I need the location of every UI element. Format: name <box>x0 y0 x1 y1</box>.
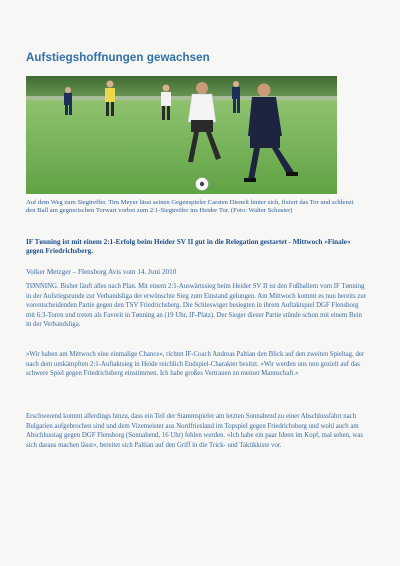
photo-caption: Auf dem Weg zum Siegtreffer. Tim Meyer lässt seinen Gegenspieler Carsten Dienelt hinter sich, fixiert das Tor und schlenzt den Ball am gegnerischen Torwart vorbei zum 2:1-Siegtreffer ins Heider Tor. (Foto: Walter Schuster) <box>26 199 354 215</box>
article-headline: Aufstiegshoffnungen gewachsen <box>26 52 210 64</box>
article-byline: Volker Metzger – Flensborg Avis vom 14. Juni 2010 <box>26 268 177 276</box>
football-scene-illustration <box>26 76 337 194</box>
article-paragraph: TØNNING. Bisher läuft alles nach Plan. Mit einem 2:1-Auswärtssieg beim Heider SV II ist den Fußballern vom IF Tønning in der Aufstiegsrunde zur Verbandsliga der erwünschte Sieg zum Einstand gelungen. Am Mittwoch kommt es nun bereits zur vorentscheidenden Partie gegen den TSV Friedrichsberg. Die Schleswiger besiegten in ihrem Auftaktspiel DGF Flensborg mit 6:3-Toren und treten als Favorit in Tønning an (19 Uhr, IF-Platz). Der Sieger dieser Partie stünde schon mit einem Bein in der Verbandsliga. <box>26 283 367 329</box>
article-lead: IF Tønning ist mit einem 2:1-Erfolg beim Heider SV II gut in die Relegation gestartet - Mittwoch »Finale« gegen Friedrichsberg. <box>26 238 351 256</box>
article-paragraph: Erschwerend kommt allerdings hinzu, dass ein Teil der Stammspieler am letzten Sonnabend zu einer Abschlussfahrt nach Bulgarien aufgebrochen sind und dem Vizemeister aus Nordfriesland im Topspiel gegen Friedrichsberg und wohl auch am Abschlusstag gegen DGF Flensborg (Sonnabend, 16 Uhr) fehlen werden. »Ich habe ein paar Ideen im Kopf, mal sehen, was sich daraus machen lässt«, bereitet sich Paltian auf den Griff in die Trick- und Taktikkiste vor. <box>26 413 363 449</box>
football-icon <box>196 178 209 191</box>
article-paragraph: »Wir haben am Mittwoch eine einmalige Chance«, richtet IF-Coach Andreas Paltian den Blick auf den zweiten Spieltag, der nach dem umkämpften 2:1-Auftaktsieg in Heide reichlich Endspiel-Charakter besitzt. »Wir werden uns nun gezielt auf das schwere Spiel gegen Friedrichsberg einstimmen. Ich habe großes Vertrauen zu meiner Mannschaft.« <box>26 351 365 378</box>
match-photo <box>26 76 337 194</box>
